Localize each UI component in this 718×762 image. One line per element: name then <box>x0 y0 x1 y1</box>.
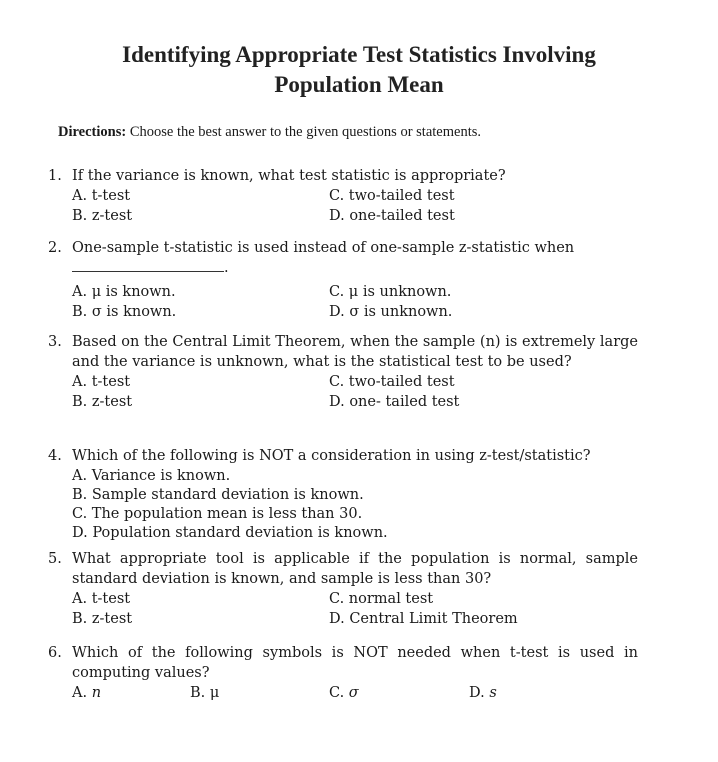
page-title <box>0 40 718 100</box>
option-c[interactable] <box>329 683 359 703</box>
option-d[interactable]: D. one-tailed test <box>329 208 455 224</box>
option-symbol: n <box>91 685 102 701</box>
directions <box>58 124 481 141</box>
directions-text: Choose the best answer to the given questions or statements. <box>129 124 481 140</box>
question-number: 2. <box>48 240 62 256</box>
option-a[interactable]: A. Variance is known. <box>72 468 231 484</box>
option-d[interactable]: D. σ is unknown. <box>329 304 453 320</box>
option-c[interactable]: C. two-tailed test <box>329 188 455 204</box>
options <box>72 186 638 226</box>
option-letter: D. <box>469 685 485 701</box>
question-1 <box>48 166 638 226</box>
option-a[interactable]: A. t-test <box>72 374 131 390</box>
blank-period: . <box>224 260 229 276</box>
answer-blank-line <box>72 258 638 282</box>
options <box>72 589 638 629</box>
option-d[interactable]: D. one- tailed test <box>329 394 460 410</box>
question-5 <box>48 549 638 629</box>
options <box>72 683 638 703</box>
question-2 <box>48 238 638 322</box>
option-c[interactable]: C. normal test <box>329 591 434 607</box>
option-a[interactable]: A. t-test <box>72 188 131 204</box>
question-text: What appropriate tool is applicable if the population is normal, sample standard deviation is known, and sample is less than 30? <box>72 551 638 587</box>
option-letter: C. <box>329 685 345 701</box>
option-b[interactable]: B. z-test <box>72 208 133 224</box>
option-letter: A. <box>72 685 88 701</box>
option-d[interactable]: D. Central Limit Theorem <box>329 611 518 627</box>
question-number: 6. <box>48 645 62 661</box>
directions-label: Directions: <box>58 124 127 140</box>
option-b[interactable]: B. z-test <box>72 394 133 410</box>
option-a[interactable]: A. t-test <box>72 591 131 607</box>
question-text: One-sample t-statistic is used instead of one-sample z-statistic when <box>72 240 575 256</box>
option-c[interactable]: C. The population mean is less than 30. <box>72 506 363 522</box>
option-a[interactable] <box>72 683 101 703</box>
question-text: If the variance is known, what test statistic is appropriate? <box>72 168 506 184</box>
options <box>72 466 638 542</box>
option-b[interactable]: B. Sample standard deviation is known. <box>72 487 364 503</box>
option-symbol: s <box>489 685 497 701</box>
title-line-2: Population Mean <box>274 72 444 97</box>
question-6 <box>48 643 638 703</box>
option-a[interactable]: A. μ is known. <box>72 284 176 300</box>
question-4 <box>48 446 638 542</box>
question-text: Which of the following symbols is NOT needed when t-test is used in computing values? <box>72 645 638 681</box>
question-3 <box>48 332 638 412</box>
title-line-1: Identifying Appropriate Test Statistics Involving <box>122 42 596 67</box>
option-b[interactable] <box>190 683 219 703</box>
option-b[interactable]: B. σ is known. <box>72 304 177 320</box>
option-d[interactable] <box>469 683 497 703</box>
answer-blank[interactable] <box>72 259 224 272</box>
question-number: 5. <box>48 551 62 567</box>
options <box>72 372 638 412</box>
option-b[interactable]: B. z-test <box>72 611 133 627</box>
question-text: Based on the Central Limit Theorem, when the sample (n) is extremely large and the variance is unknown, what is the statistical test to be used? <box>72 334 638 370</box>
question-text: Which of the following is NOT a consideration in using z-test/statistic? <box>72 448 591 464</box>
question-number: 4. <box>48 448 62 464</box>
question-number: 1. <box>48 168 62 184</box>
question-number: 3. <box>48 334 62 350</box>
option-letter: B. <box>190 685 206 701</box>
option-symbol: σ <box>348 685 359 701</box>
option-c[interactable]: C. μ is unknown. <box>329 284 452 300</box>
options <box>72 282 638 322</box>
option-symbol: μ <box>209 685 220 701</box>
option-d[interactable]: D. Population standard deviation is known. <box>72 525 388 541</box>
option-c[interactable]: C. two-tailed test <box>329 374 455 390</box>
